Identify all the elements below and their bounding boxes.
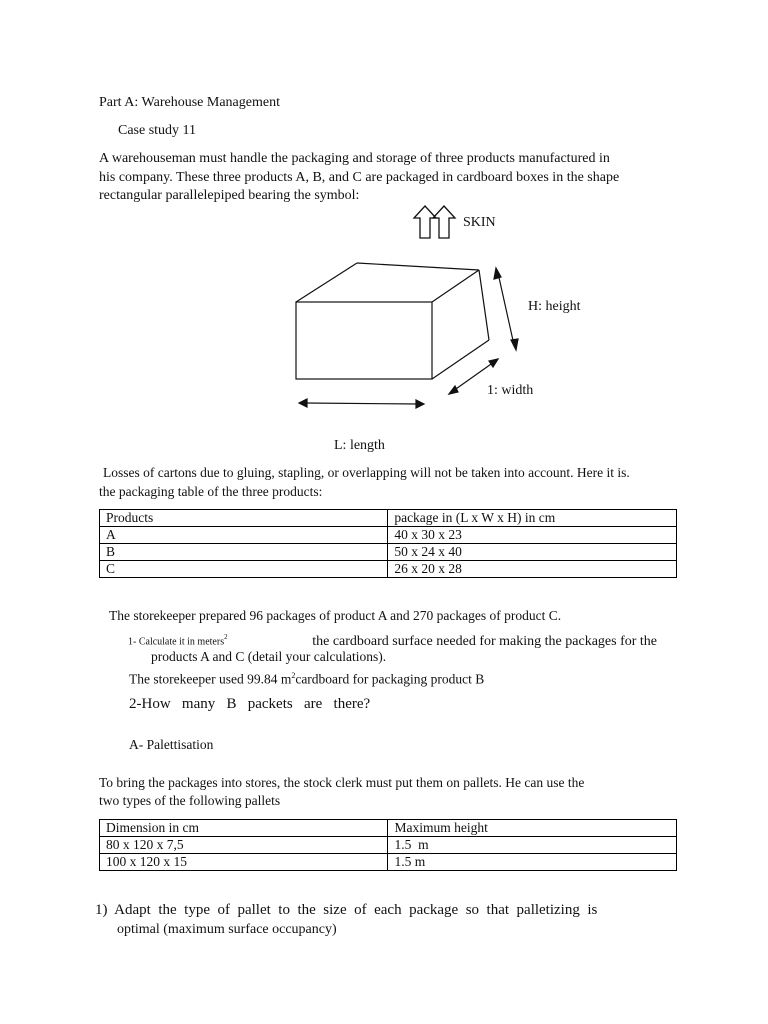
table-cell: 26 x 20 x 28	[388, 561, 677, 578]
table-row	[100, 854, 677, 871]
table-row	[100, 544, 677, 561]
width-label: 1: width	[487, 383, 534, 398]
table-row	[100, 561, 677, 578]
box-diagram	[0, 0, 768, 460]
table-cell: 80 x 120 x 7,5	[100, 837, 388, 854]
length-label: L: length	[334, 438, 385, 453]
storekeeper-used	[129, 667, 484, 689]
losses-line-2: the packaging table of the three products:	[99, 484, 323, 499]
table-header-row	[100, 820, 677, 837]
table-cell: C	[100, 561, 388, 578]
table-header-row	[100, 510, 677, 527]
skin-label: SKIN	[463, 215, 496, 230]
table-header-cell: Dimension in cm	[100, 820, 388, 837]
part-title: Part A: Warehouse Management	[99, 95, 280, 110]
prep-statement: The storekeeper prepared 96 packages of product A and 270 packages of product C.	[109, 608, 562, 623]
table-cell: 40 x 30 x 23	[388, 527, 677, 544]
palettisation-line-1: To bring the packages into stores, the stock clerk must put them on pallets. He can use the	[99, 775, 585, 790]
table-cell: A	[100, 527, 388, 544]
intro-line-3: rectangular parallelepiped bearing the symbol:	[99, 188, 360, 203]
question-1-sup: 2	[224, 633, 228, 641]
used-sup: 2	[291, 671, 296, 680]
final-question-line-1: 1) Adapt the type of pallet to the size of each package so that palletizing is	[95, 902, 598, 918]
table-header-cell: Products	[100, 510, 388, 527]
height-arrow-icon	[494, 268, 518, 350]
used-prefix: The storekeeper used 99.84 m	[129, 671, 292, 687]
table-cell: B	[100, 544, 388, 561]
table-row	[100, 837, 677, 854]
case-study-title: Case study 11	[118, 123, 197, 138]
final-question-line-2: optimal (maximum surface occupancy)	[117, 922, 337, 937]
table-header-cell: package in (L x W x H) in cm	[388, 510, 677, 527]
table-cell: 50 x 24 x 40	[388, 544, 677, 561]
pallet-table	[99, 819, 677, 871]
palettisation-heading: A- Palettisation	[129, 737, 214, 752]
losses-line-1: Losses of cartons due to gluing, stapling, or overlapping will not be taken into account. Here it is.	[103, 465, 630, 480]
question-2: 2-How many B packets are there?	[129, 696, 371, 712]
intro-line-1: A warehouseman must handle the packaging and storage of three products manufactured in	[99, 151, 610, 166]
palettisation-line-2: two types of the following pallets	[99, 793, 281, 808]
used-rest: cardboard for packaging product B	[295, 671, 485, 687]
table-cell: 1.5 m	[388, 854, 677, 871]
table-cell: 1.5 m	[388, 837, 677, 854]
question-1-prefix: 1- Calculate it in meters	[128, 636, 225, 648]
question-1-rest: the cardboard surface needed for making the packages for the	[312, 633, 657, 649]
packaging-table	[99, 509, 677, 578]
up-arrows-icon	[414, 206, 455, 238]
table-header-cell: Maximum height	[388, 820, 677, 837]
table-cell: 100 x 120 x 15	[100, 854, 388, 871]
table-row	[100, 527, 677, 544]
intro-line-2: his company. These three products A, B, and C are packaged in cardboard boxes in the shape	[99, 170, 620, 185]
question-1-line-2: products A and C (detail your calculations).	[151, 649, 387, 664]
height-label: H: height	[528, 299, 581, 314]
length-arrow-icon	[299, 399, 424, 408]
box-shape	[296, 263, 489, 379]
